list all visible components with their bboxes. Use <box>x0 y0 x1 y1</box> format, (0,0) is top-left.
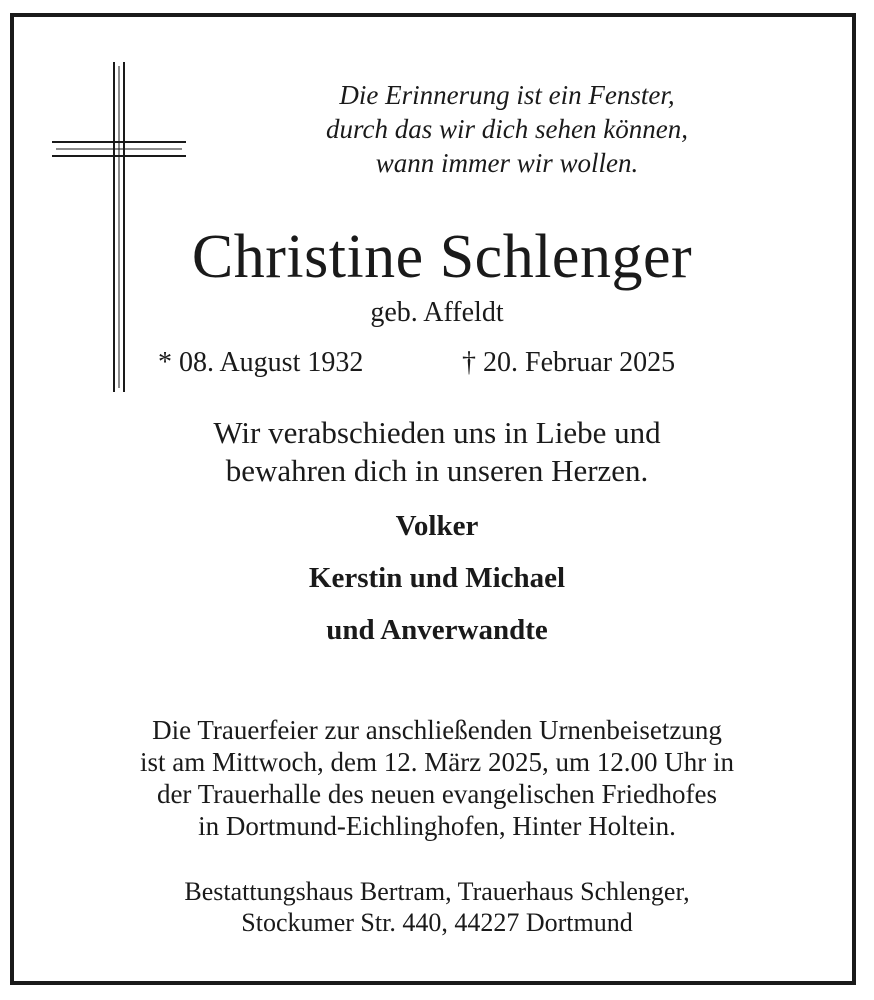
poem-line-3: wann immer wir wollen. <box>375 148 639 178</box>
maiden-name: geb. Affeldt <box>370 297 504 328</box>
deceased-name: Christine Schlenger <box>191 223 693 291</box>
mourner-name: Volker <box>395 510 479 542</box>
undertaker-line-2: Stockumer Str. 440, 44227 Dortmund <box>241 908 633 937</box>
death-date: † 20. Februar 2025 <box>462 347 676 378</box>
mourner-name: und Anverwandte <box>326 614 548 646</box>
undertaker-line-1: Bestattungshaus Bertram, Trauerhaus Schlenger, <box>184 877 690 906</box>
mourner-name: Kerstin und Michael <box>308 562 566 594</box>
farewell-line-1: Wir verabschieden uns in Liebe und <box>213 415 661 450</box>
service-line-2: ist am Mittwoch, dem 12. März 2025, um 12.00 Uhr in <box>140 747 734 777</box>
farewell-line-2: bewahren dich in unseren Herzen. <box>225 453 649 488</box>
poem-line-1: Die Erinnerung ist ein Fenster, <box>339 80 675 110</box>
poem-line-2: durch das wir dich sehen können, <box>326 114 688 144</box>
service-line-3: der Trauerhalle des neuen evangelischen Friedhofes <box>156 779 718 809</box>
birth-date: * 08. August 1932 <box>158 347 364 378</box>
service-line-4: in Dortmund-Eichlinghofen, Hinter Holtein. <box>198 811 676 841</box>
service-line-1: Die Trauerfeier zur anschließenden Urnenbeisetzung <box>152 715 722 745</box>
